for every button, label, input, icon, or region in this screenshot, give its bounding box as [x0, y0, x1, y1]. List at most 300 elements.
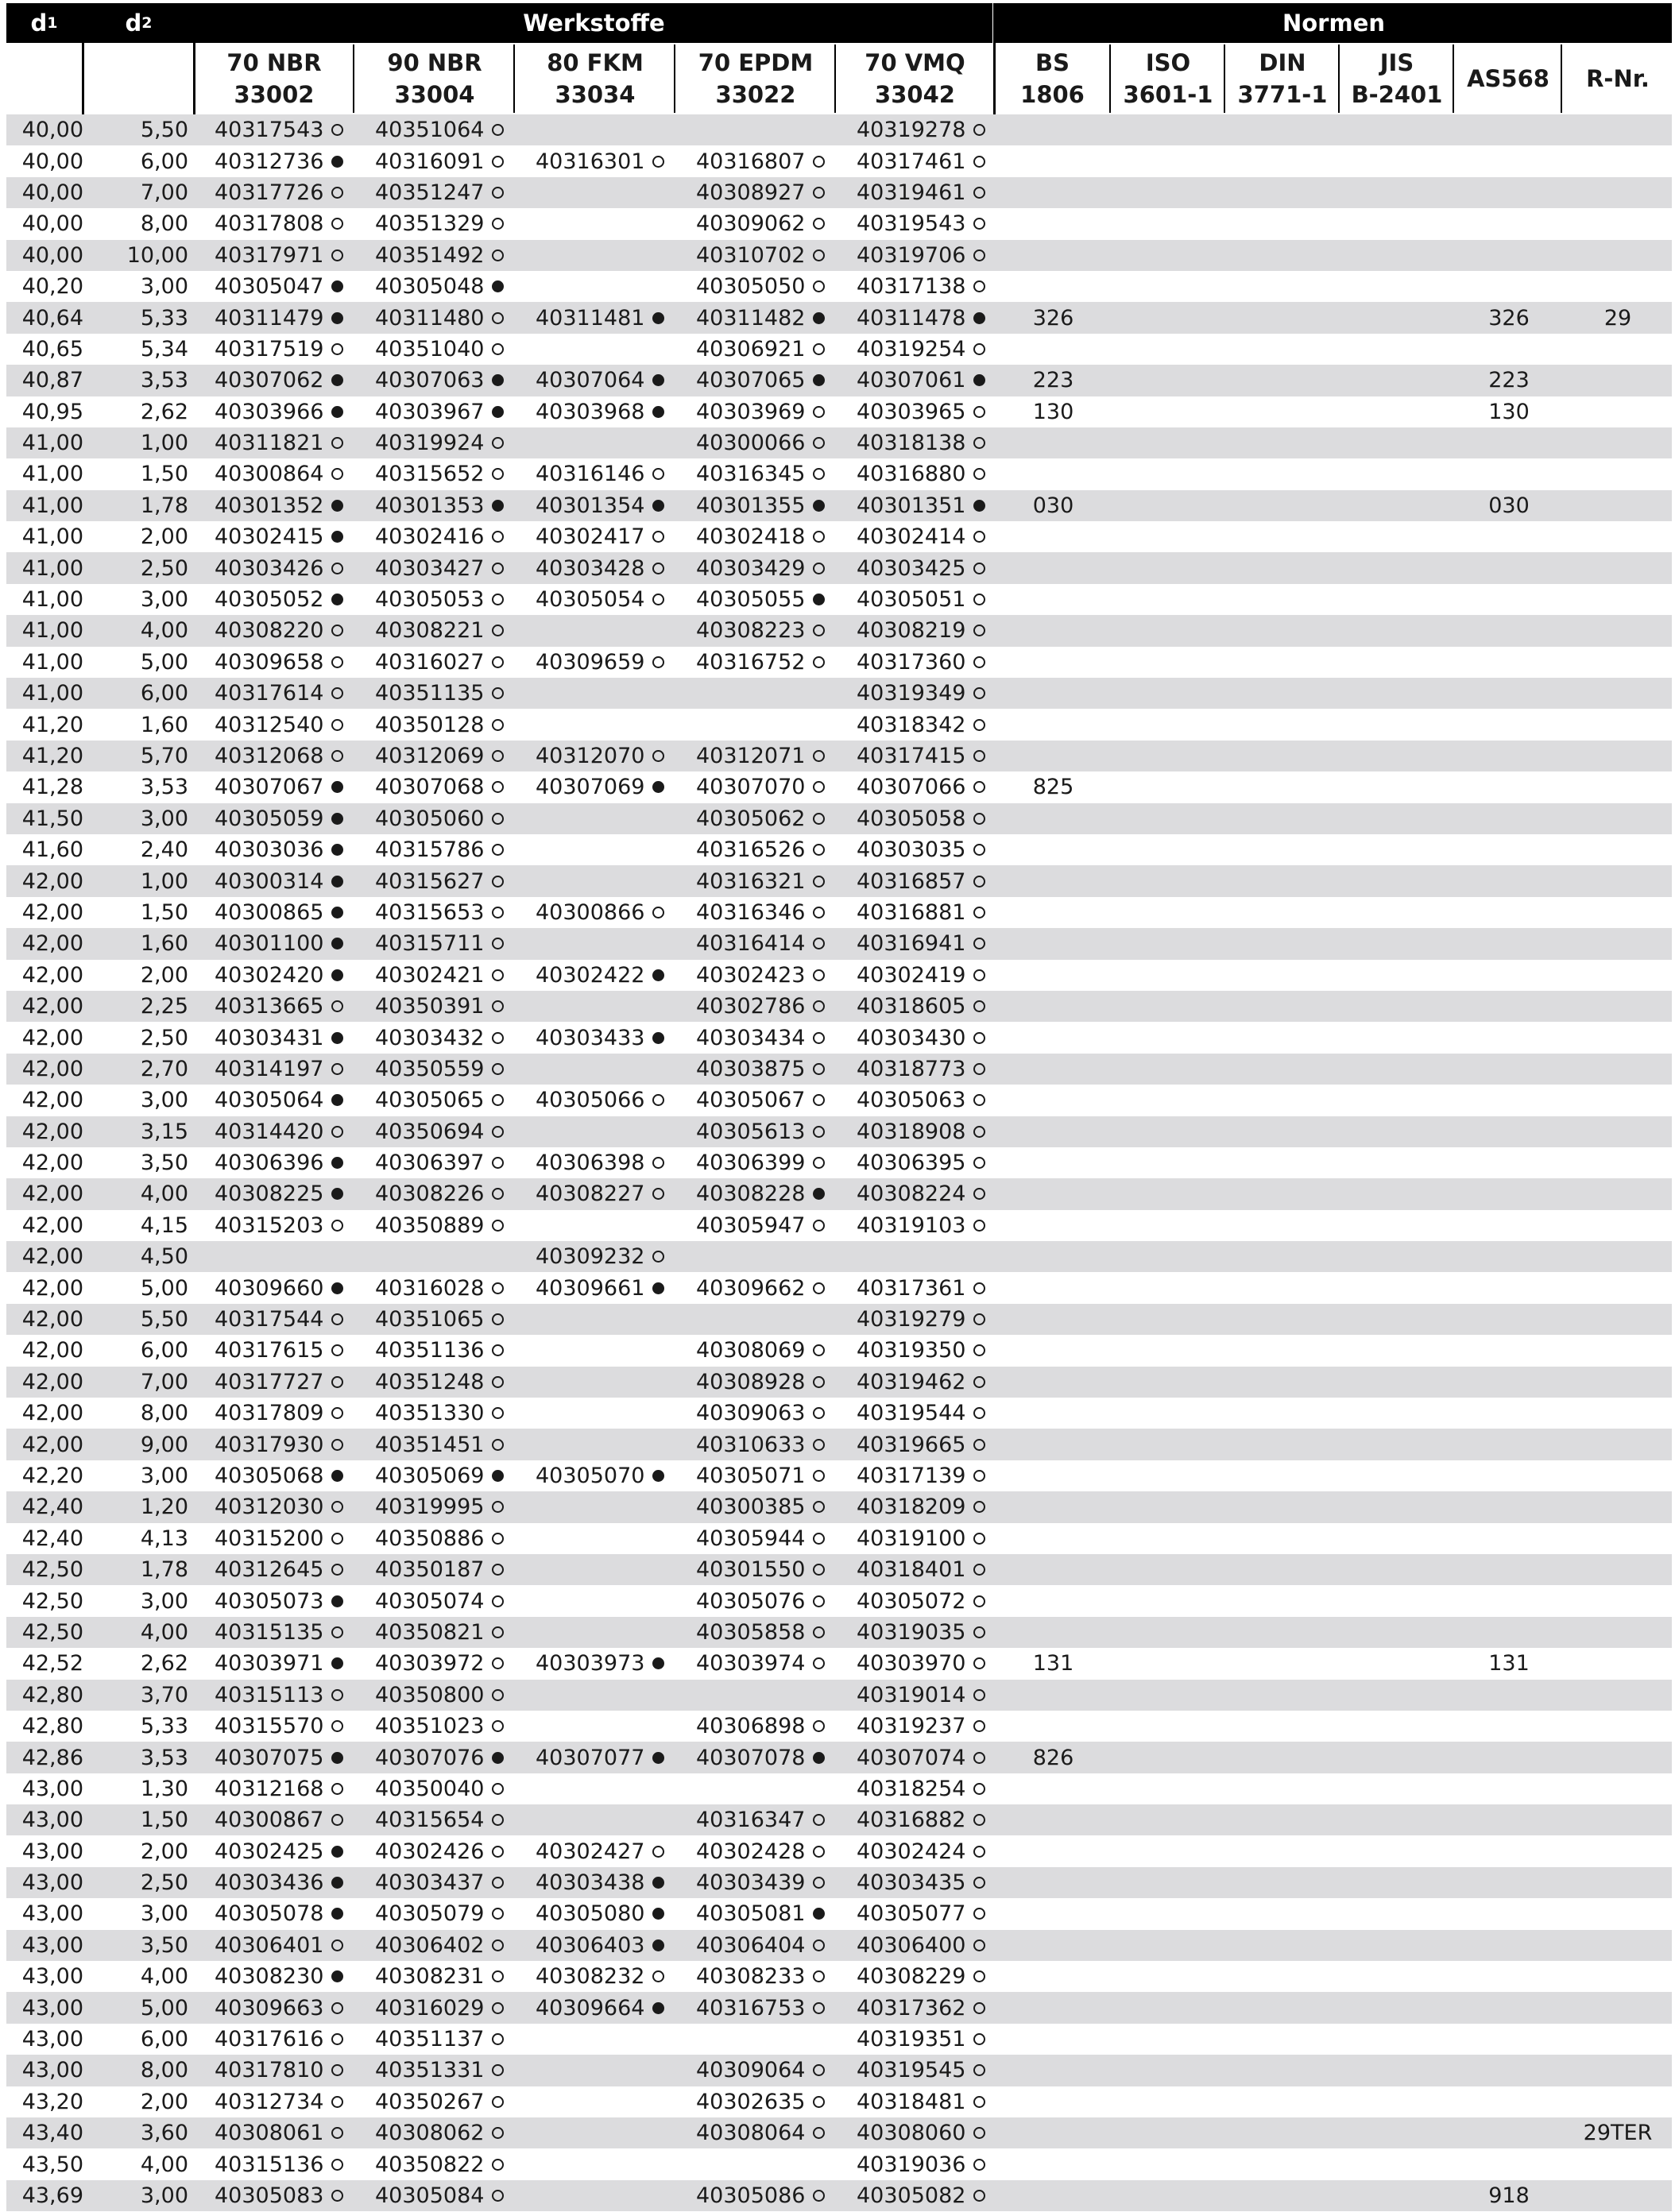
material-code: 33022	[715, 81, 796, 108]
stock-empty-icon	[973, 1000, 985, 1012]
cell-part-number	[375, 1554, 515, 1585]
material-header-1	[356, 44, 515, 113]
stock-empty-icon	[331, 1313, 343, 1325]
cell-norm	[1112, 647, 1225, 678]
cell-norm	[1341, 1992, 1454, 2023]
cell-norm	[1341, 1304, 1454, 1335]
cell-part-number	[857, 1335, 992, 1366]
cell-norm	[1456, 928, 1562, 959]
cell-part-number	[857, 897, 992, 928]
cell-norm	[996, 1335, 1111, 1366]
cell-part-number	[375, 1898, 515, 1929]
table-row	[6, 1147, 1672, 1178]
stock-empty-icon	[973, 343, 985, 355]
cell-part-number	[696, 1178, 836, 1209]
cell-part-number	[696, 678, 836, 709]
stock-empty-icon	[973, 1376, 985, 1388]
part-number: 40306399	[696, 1150, 806, 1176]
stock-empty-icon	[492, 1439, 504, 1451]
stock-empty-icon	[813, 1157, 825, 1169]
part-number: 40305078	[215, 1901, 324, 1927]
cell-norm	[1112, 2086, 1225, 2117]
cell-part-number	[536, 1335, 675, 1366]
stock-empty-icon	[813, 907, 825, 918]
cell-norm	[1341, 1554, 1454, 1585]
cell-part-number	[375, 114, 515, 145]
part-number: 40303437	[375, 1870, 485, 1896]
part-number: 40302416	[375, 524, 485, 550]
cell-d1: 42,00	[21, 868, 83, 894]
cell-part-number	[696, 240, 836, 271]
cell-norm	[1564, 1992, 1672, 2023]
stock-empty-icon	[492, 468, 504, 480]
stock-empty-icon	[492, 1689, 504, 1701]
cell-norm	[996, 991, 1111, 1022]
cell-norm	[1227, 2024, 1340, 2055]
cell-part-number	[857, 709, 992, 740]
stock-filled-icon	[331, 1595, 343, 1607]
stock-filled-icon	[492, 374, 504, 386]
stock-empty-icon	[813, 1564, 825, 1576]
part-number: 40305947	[696, 1212, 806, 1238]
cell-norm	[1112, 427, 1225, 458]
cell-norm	[996, 334, 1111, 365]
stock-filled-icon	[652, 1470, 664, 1482]
part-number: 40306400	[857, 1932, 966, 1958]
cell-norm	[1456, 1116, 1562, 1147]
cell-part-number	[696, 1648, 836, 1679]
cell-norm	[1564, 1648, 1672, 1679]
cell-norm	[1456, 897, 1562, 928]
cell-part-number	[857, 1867, 992, 1898]
cell-norm	[996, 1898, 1111, 1929]
cell-norm	[1112, 1648, 1225, 1679]
part-number: 40312168	[215, 1776, 324, 1801]
part-number: 40319924	[375, 431, 485, 456]
cell-part-number	[375, 1178, 515, 1209]
cell-norm	[1564, 177, 1672, 208]
part-number: 40315653	[375, 899, 485, 925]
norm-code: B-2401	[1351, 81, 1443, 108]
cell-part-number	[696, 865, 836, 896]
cell-part-number	[536, 1398, 675, 1429]
cell-norm	[1341, 1178, 1454, 1209]
stock-filled-icon	[331, 594, 343, 605]
part-number: 40319035	[857, 1619, 966, 1645]
norm-code: 3771-1	[1237, 81, 1328, 108]
cell-part-number	[696, 1304, 836, 1335]
part-number: 40305063	[857, 1088, 966, 1113]
part-number: 40301354	[536, 493, 645, 518]
cell-norm	[1227, 1648, 1340, 1679]
stock-empty-icon	[492, 876, 504, 888]
cell-d2: 5,33	[140, 1714, 188, 1739]
cell-part-number	[536, 897, 675, 928]
part-number: 40309063	[696, 1401, 806, 1426]
cell-d2: 1,20	[140, 1495, 188, 1520]
cell-norm	[1564, 1773, 1672, 1804]
stock-empty-icon	[813, 156, 825, 168]
cell-part-number	[215, 521, 354, 552]
cell-part-number	[375, 2117, 515, 2148]
stock-empty-icon	[973, 2159, 985, 2171]
stock-empty-icon	[331, 218, 343, 230]
cell-norm: 130	[1488, 399, 1530, 424]
part-number: 40351247	[375, 180, 485, 205]
stock-empty-icon	[331, 2127, 343, 2139]
table-row	[6, 1085, 1672, 1116]
table-row	[6, 1898, 1672, 1929]
part-number: 40350187	[375, 1557, 485, 1583]
part-number: 40309664	[536, 1995, 645, 2021]
cell-part-number	[375, 1272, 515, 1303]
table-row	[6, 1930, 1672, 1961]
cell-part-number	[857, 960, 992, 991]
stock-empty-icon	[652, 750, 664, 762]
cell-part-number	[536, 1460, 675, 1491]
cell-norm	[996, 1617, 1111, 1648]
stock-empty-icon	[331, 563, 343, 574]
cell-part-number	[375, 2180, 515, 2211]
part-number: 40350559	[375, 1056, 485, 1081]
cell-norm	[1227, 271, 1340, 302]
cell-d1: 41,50	[21, 806, 83, 831]
stock-empty-icon	[813, 2190, 825, 2202]
cell-part-number	[215, 709, 354, 740]
part-number: 40316752	[696, 649, 806, 675]
stock-empty-icon	[492, 750, 504, 762]
cell-part-number	[215, 302, 354, 333]
cell-norm	[1227, 897, 1340, 928]
part-number: 40319036	[857, 2152, 966, 2177]
cell-norm	[1341, 271, 1454, 302]
stock-empty-icon	[652, 1251, 664, 1263]
stock-empty-icon	[813, 625, 825, 636]
cell-norm	[1456, 960, 1562, 991]
part-number: 40351451	[375, 1432, 485, 1457]
cell-part-number	[215, 2180, 354, 2211]
cell-d2: 1,78	[140, 1557, 188, 1583]
stock-empty-icon	[492, 844, 504, 856]
cell-norm	[1227, 771, 1340, 802]
part-number: 40305080	[536, 1901, 645, 1927]
stock-filled-icon	[492, 406, 504, 418]
cell-norm	[1227, 1272, 1340, 1303]
cell-norm	[1341, 1773, 1454, 1804]
cell-part-number	[215, 208, 354, 239]
cell-norm	[1341, 709, 1454, 740]
part-number: 40303036	[215, 837, 324, 863]
cell-norm	[1564, 1398, 1672, 1429]
part-number: 40315627	[375, 868, 485, 894]
cell-part-number	[375, 741, 515, 771]
stock-empty-icon	[492, 1313, 504, 1325]
part-number: 40319279	[857, 1307, 966, 1332]
cell-norm	[1456, 647, 1562, 678]
cell-part-number	[857, 427, 992, 458]
cell-norm	[996, 678, 1111, 709]
cell-norm	[1112, 1304, 1225, 1335]
stock-empty-icon	[973, 1720, 985, 1732]
cell-d1: 43,00	[21, 1901, 83, 1927]
cell-d1: 43,00	[21, 2058, 83, 2083]
part-number: 40305060	[375, 806, 485, 831]
cell-norm	[1456, 1491, 1562, 1522]
part-number: 40300314	[215, 868, 324, 894]
cell-norm	[1564, 1680, 1672, 1711]
cell-norm	[1564, 834, 1672, 865]
cell-norm	[1341, 1742, 1454, 1773]
cell-norm	[1341, 2055, 1454, 2086]
stock-empty-icon	[492, 1939, 504, 1951]
part-number: 40305065	[375, 1088, 485, 1113]
stock-empty-icon	[813, 1032, 825, 1044]
cell-norm	[1341, 928, 1454, 959]
cell-norm	[1564, 1054, 1672, 1085]
cell-norm	[996, 1711, 1111, 1742]
cell-norm	[1456, 1523, 1562, 1554]
cell-d2: 4,15	[140, 1212, 188, 1238]
cell-norm	[1564, 1367, 1672, 1398]
cell-part-number	[696, 1680, 836, 1711]
cell-part-number	[857, 1304, 992, 1335]
part-number: 40351331	[375, 2058, 485, 2083]
part-number: 40303433	[536, 1025, 645, 1050]
part-number: 40319014	[857, 1682, 966, 1707]
part-number: 40308231	[375, 1964, 485, 1990]
part-number: 40319995	[375, 1495, 485, 1520]
stock-empty-icon	[813, 1626, 825, 1638]
cell-part-number	[215, 1835, 354, 1866]
cell-d1: 42,00	[21, 1307, 83, 1332]
stock-empty-icon	[492, 1344, 504, 1356]
part-number: 40351137	[375, 2027, 485, 2052]
cell-part-number	[215, 1867, 354, 1898]
stock-empty-icon	[813, 1063, 825, 1075]
cell-d1: 41,20	[21, 744, 83, 768]
cell-norm	[1564, 334, 1672, 365]
cell-part-number	[215, 1680, 354, 1711]
stock-empty-icon	[973, 156, 985, 168]
stock-empty-icon	[331, 625, 343, 636]
cell-norm	[1341, 1648, 1454, 1679]
stock-empty-icon	[813, 1657, 825, 1669]
cell-part-number	[857, 1898, 992, 1929]
cell-norm	[996, 1429, 1111, 1460]
part-number: 40309064	[696, 2058, 806, 2083]
part-number: 40303435	[857, 1870, 966, 1896]
cell-part-number	[857, 1367, 992, 1398]
cell-d1: 42,00	[21, 1181, 83, 1207]
table-row	[6, 803, 1672, 834]
table-row	[6, 1022, 1672, 1053]
cell-d1: 40,00	[21, 242, 83, 268]
cell-norm	[1456, 1367, 1562, 1398]
cell-part-number	[696, 1398, 836, 1429]
cell-part-number	[215, 1742, 354, 1773]
part-number: 40305047	[215, 274, 324, 300]
cell-norm	[996, 1085, 1111, 1116]
stock-filled-icon	[973, 500, 985, 512]
cell-norm	[1227, 1867, 1340, 1898]
table-row	[6, 1367, 1672, 1398]
cell-norm	[1112, 1523, 1225, 1554]
stock-empty-icon	[492, 813, 504, 825]
sep-werkstoffe	[993, 3, 996, 114]
stock-empty-icon	[973, 1126, 985, 1138]
part-number: 40315711	[375, 931, 485, 957]
cell-d1: 42,40	[21, 1526, 83, 1551]
cell-d1: 42,00	[21, 931, 83, 957]
cell-norm	[996, 960, 1111, 991]
cell-norm	[1456, 1961, 1562, 1992]
cell-d2: 2,62	[140, 1651, 188, 1676]
cell-norm	[1341, 1680, 1454, 1711]
cell-part-number	[857, 741, 992, 771]
cell-norm	[996, 1585, 1111, 1616]
stock-empty-icon	[973, 1877, 985, 1889]
cell-norm	[1227, 521, 1340, 552]
stock-empty-icon	[973, 280, 985, 292]
cell-d1: 43,00	[21, 2027, 83, 2052]
stock-empty-icon	[813, 468, 825, 480]
table-row	[6, 1992, 1672, 2023]
stock-empty-icon	[813, 813, 825, 825]
cell-part-number	[375, 928, 515, 959]
part-number: 40305944	[696, 1526, 806, 1551]
table-row	[6, 427, 1672, 458]
cell-norm	[1456, 177, 1562, 208]
cell-part-number	[696, 928, 836, 959]
table-row	[6, 490, 1672, 521]
stock-empty-icon	[813, 1877, 825, 1889]
stock-empty-icon	[973, 406, 985, 418]
cell-part-number	[696, 1742, 836, 1773]
part-number: 40302425	[215, 1839, 324, 1864]
cell-norm	[1227, 1898, 1340, 1929]
cell-d1: 42,00	[21, 1119, 83, 1144]
table-row	[6, 1241, 1672, 1272]
material-name: 70 NBR	[226, 49, 322, 76]
cell-part-number	[696, 365, 836, 396]
cell-norm	[1227, 114, 1340, 145]
cell-norm	[1456, 1835, 1562, 1866]
cell-part-number	[215, 897, 354, 928]
stock-empty-icon	[973, 2064, 985, 2076]
cell-norm	[1112, 552, 1225, 583]
cell-norm	[1456, 1022, 1562, 1053]
stock-empty-icon	[973, 1501, 985, 1513]
cell-part-number	[857, 114, 992, 145]
cell-d1: 42,52	[21, 1651, 83, 1676]
stock-empty-icon	[331, 2064, 343, 2076]
stock-empty-icon	[973, 1657, 985, 1669]
cell-part-number	[536, 834, 675, 865]
cell-part-number	[215, 1617, 354, 1648]
cell-norm	[1456, 1085, 1562, 1116]
cell-part-number	[375, 709, 515, 740]
cell-part-number	[215, 458, 354, 489]
cell-norm	[1112, 1022, 1225, 1053]
cell-norm	[1564, 2148, 1672, 2179]
part-number: 40317616	[215, 2027, 324, 2052]
cell-part-number	[215, 1523, 354, 1554]
stock-empty-icon	[331, 187, 343, 199]
table-row	[6, 1617, 1672, 1648]
cell-part-number	[375, 960, 515, 991]
stock-empty-icon	[813, 2127, 825, 2139]
stock-empty-icon	[492, 625, 504, 636]
cell-norm	[1112, 1272, 1225, 1303]
part-number: 40350391	[375, 994, 485, 1019]
part-number: 40306396	[215, 1150, 324, 1176]
cell-d2: 1,50	[140, 899, 188, 925]
cell-d2: 7,00	[140, 180, 188, 205]
stock-empty-icon	[813, 2096, 825, 2108]
cell-part-number	[857, 1398, 992, 1429]
cell-d2: 3,00	[140, 1901, 188, 1927]
stock-empty-icon	[492, 218, 504, 230]
cell-part-number	[696, 991, 836, 1022]
part-number: 40300864	[215, 462, 324, 487]
stock-empty-icon	[492, 1126, 504, 1138]
part-number: 40317614	[215, 681, 324, 706]
stock-empty-icon	[492, 2159, 504, 2171]
stock-empty-icon	[813, 1000, 825, 1012]
cell-part-number	[696, 834, 836, 865]
part-number: 40303969	[696, 399, 806, 424]
cell-part-number	[696, 427, 836, 458]
cell-norm	[1227, 1523, 1340, 1554]
cell-part-number	[857, 1961, 992, 1992]
cell-norm	[1112, 1835, 1225, 1866]
cell-d1: 40,00	[21, 211, 83, 237]
stock-filled-icon	[973, 312, 985, 324]
cell-part-number	[696, 1367, 836, 1398]
cell-norm	[1112, 865, 1225, 896]
cell-part-number	[696, 2117, 836, 2148]
stock-empty-icon	[813, 1501, 825, 1513]
stock-empty-icon	[492, 1188, 504, 1200]
cell-part-number	[375, 240, 515, 271]
cell-part-number	[696, 1272, 836, 1303]
cell-part-number	[536, 1491, 675, 1522]
stock-empty-icon	[973, 594, 985, 605]
cell-part-number	[215, 1992, 354, 2023]
part-number: 40305068	[215, 1463, 324, 1488]
cell-part-number	[857, 615, 992, 646]
cell-norm	[1227, 584, 1340, 615]
table-row	[6, 1835, 1672, 1866]
cell-norm	[1227, 2117, 1340, 2148]
cell-part-number	[536, 240, 675, 271]
part-number: 40302424	[857, 1839, 966, 1864]
cell-part-number	[215, 1711, 354, 1742]
cell-norm	[1227, 1304, 1340, 1335]
part-number: 40314197	[215, 1056, 324, 1081]
stock-empty-icon	[331, 468, 343, 480]
cell-part-number	[696, 302, 836, 333]
part-number: 40305082	[857, 2183, 966, 2208]
cell-norm	[1564, 458, 1672, 489]
cell-norm	[1564, 2024, 1672, 2055]
cell-part-number	[375, 1241, 515, 1272]
cell-norm	[1564, 865, 1672, 896]
cell-norm	[1112, 960, 1225, 991]
cell-norm	[996, 1680, 1111, 1711]
stock-empty-icon	[973, 1094, 985, 1106]
cell-part-number	[536, 271, 675, 302]
